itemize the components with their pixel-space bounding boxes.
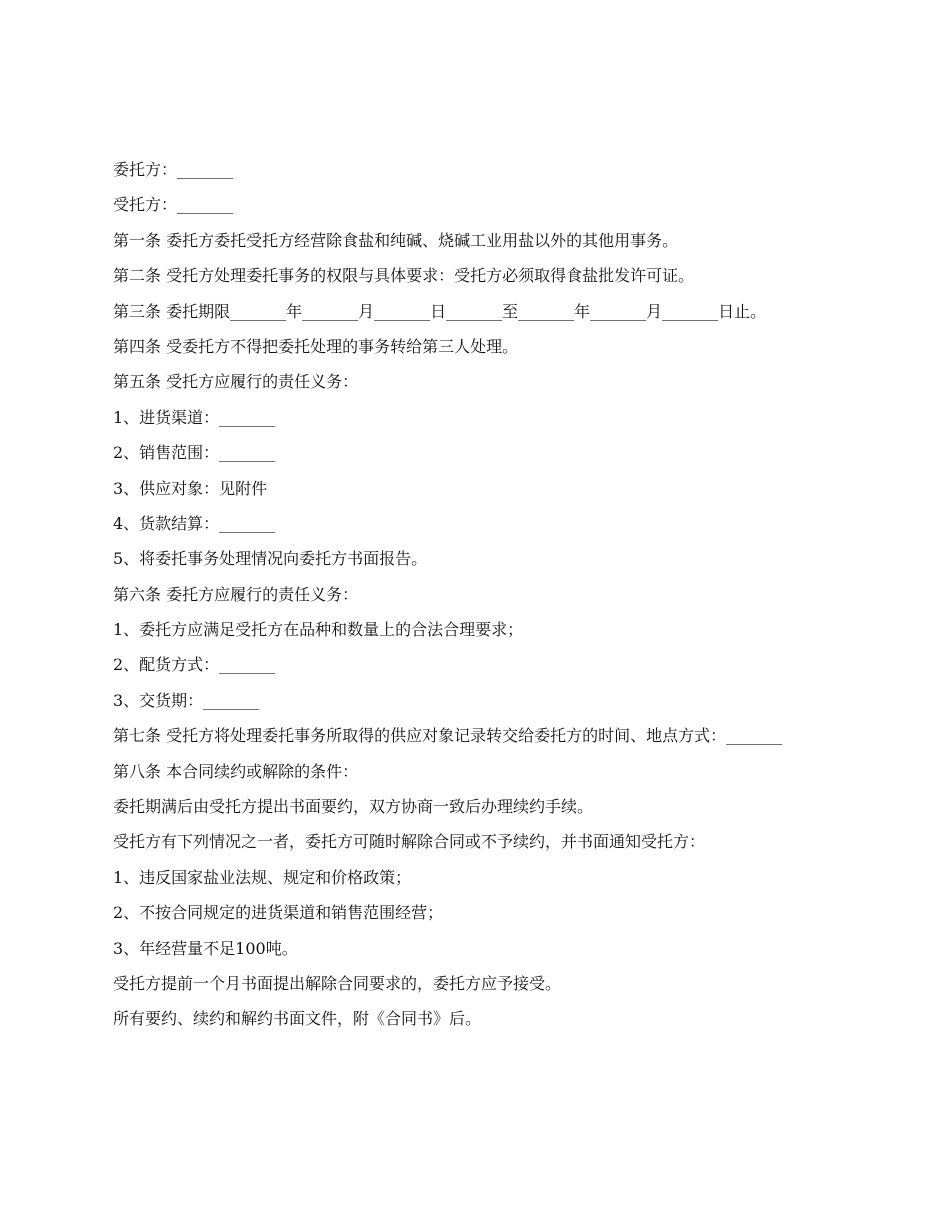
- article-8-renewal-clause: 委托期满后由受托方提出书面要约，双方协商一致后办理续约手续。: [113, 797, 594, 817]
- article-6: 第六条 委托方应履行的责任义务：: [113, 584, 359, 604]
- article-8-early-termination: 受托方提前一个月书面提出解除合同要求的，委托方应予接受。: [113, 973, 562, 993]
- article-5: 第五条 受托方应履行的责任义务：: [113, 372, 359, 392]
- entrusted-party-line: 受托方：_______: [113, 195, 234, 215]
- article-8-item-1: 1、违反国家盐业法规、规定和价格政策；: [113, 867, 412, 887]
- article-5-item-3: 3、供应对象：见附件: [113, 478, 268, 498]
- article-6-item-1: 1、委托方应满足受托方在品种和数量上的合法合理要求；: [113, 620, 524, 640]
- article-4: 第四条 受委托方不得把委托处理的事务转给第三人处理。: [113, 336, 519, 356]
- article-5-item-1: 1、进货渠道：_______: [113, 407, 276, 427]
- article-5-item-2: 2、销售范围：_______: [113, 443, 276, 463]
- article-8-attachment-note: 所有要约、续约和解约书面文件，附《合同书》后。: [113, 1009, 482, 1029]
- article-8-item-3: 3、年经营量不足100吨。: [113, 938, 298, 958]
- article-8-termination-clause: 受托方有下列情况之一者，委托方可随时解除合同或不予续约，并书面通知受托方：: [113, 832, 706, 852]
- article-5-item-5: 5、将委托事务处理情况向委托方书面报告。: [113, 549, 428, 569]
- article-8-item-2: 2、不按合同规定的进货渠道和销售范围经营；: [113, 903, 444, 923]
- article-5-item-4: 4、货款结算：_______: [113, 513, 276, 533]
- article-2: 第二条 受托方处理委托事务的权限与具体要求：受托方必须取得食盐批发许可证。: [113, 266, 695, 286]
- article-3: 第三条 委托期限_______年_______月_______日_______至_______年_______月_______日止。: [113, 301, 767, 321]
- article-6-item-2: 2、配货方式：_______: [113, 655, 276, 675]
- document-body: [113, 160, 825, 1045]
- entrusting-party-line: 委托方：_______: [113, 160, 234, 179]
- article-8: 第八条 本合同续约或解除的条件：: [113, 761, 359, 781]
- article-7: 第七条 受托方将处理委托事务所取得的供应对象记录转交给委托方的时间、地点方式：_______: [113, 726, 783, 746]
- article-6-item-3: 3、交货期：_______: [113, 690, 260, 710]
- article-1: 第一条 委托方委托受托方经营除食盐和纯碱、烧碱工业用盐以外的其他用事务。: [113, 230, 679, 250]
